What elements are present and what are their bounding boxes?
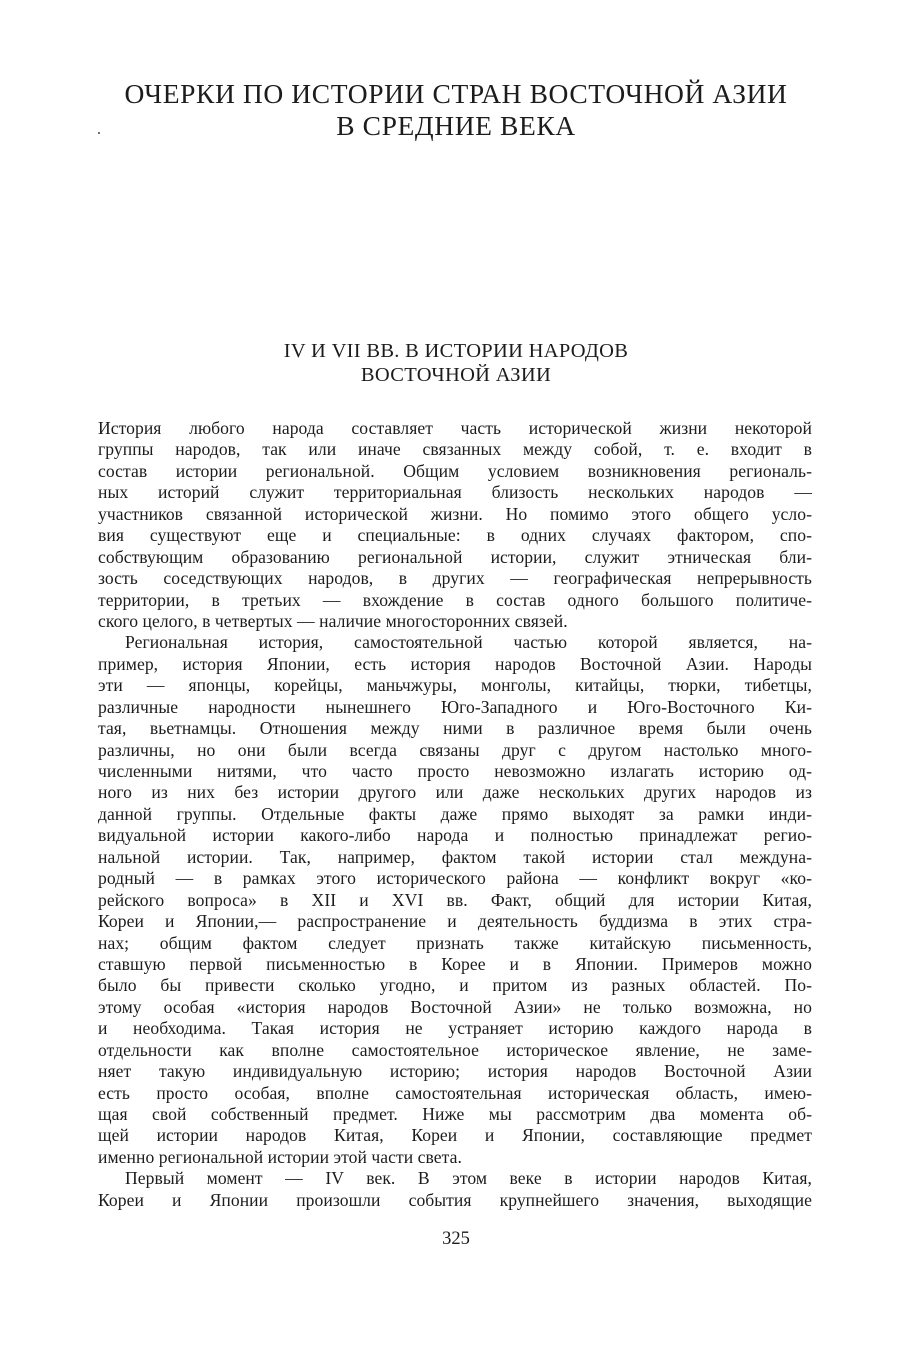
text-line: нах; общим фактом следует признать также китайскую письменность, xyxy=(98,932,812,953)
text-line: территории, в третьих — вхождение в состав одного большого политиче- xyxy=(98,589,812,610)
text-line: Кореи и Японии произошли события крупнейшего значения, выходящие xyxy=(98,1189,812,1210)
page-number: 325 xyxy=(442,1229,470,1249)
text-line: вия существуют еще и специальные: в одних случаях фактором, спо- xyxy=(98,525,812,546)
text-line: собствующим образованию региональной истории, служит этническая бли- xyxy=(98,546,812,567)
text-line: Первый момент — IV век. В этом веке в истории народов Китая, xyxy=(125,1168,812,1189)
text-line: ского целого, в четвертых — наличие многосторонних связей. xyxy=(98,610,568,631)
text-line: родный — в рамках этого исторического района — конфликт вокруг «ко- xyxy=(98,868,812,889)
book-title-line-2: В СРЕДНИЕ ВЕКА xyxy=(336,110,576,141)
print-speck xyxy=(98,132,100,134)
text-line: состав истории региональной. Общим условием возникновения региональ- xyxy=(98,460,812,481)
text-line: щая свой собственный предмет. Ниже мы рассмотрим два момента об- xyxy=(98,1104,812,1124)
text-line: различные народности нынешнего Юго-Западного и Юго-Восточного Ки- xyxy=(98,696,812,717)
text-line: группы народов, так или иначе связанных между собой, т. е. входит в xyxy=(98,439,812,460)
text-line: отдельности как вполне самостоятельное историческое явление, не заме- xyxy=(98,1039,812,1060)
text-line: именно региональной истории этой части света. xyxy=(98,1146,462,1167)
text-line: различны, но они были всегда связаны друг с другом настолько много- xyxy=(98,739,812,760)
text-line: История любого народа составляет часть исторической жизни некоторой xyxy=(98,418,812,438)
text-line: данной группы. Отдельные факты даже прямо выходят за рамки инди- xyxy=(98,803,812,824)
chapter-title-line-1: IV И VII ВВ. В ИСТОРИИ НАРОДОВ xyxy=(283,340,629,362)
text-line: тая, вьетнамцы. Отношения между ними в различное время были очень xyxy=(98,718,812,739)
body-text xyxy=(98,418,812,1211)
text-line: Кореи и Японии,— распространение и деятельность буддизма в этих стра- xyxy=(98,911,812,932)
text-line: нальной истории. Так, например, фактом такой истории стал междуна- xyxy=(98,846,812,867)
text-line: и необходима. Такая история не устраняет историю каждого народа в xyxy=(98,1018,812,1039)
chapter-title-line-2: ВОСТОЧНОЙ АЗИИ xyxy=(360,364,552,386)
text-line: было бы привести сколько угодно, и притом из разных областей. По- xyxy=(98,975,812,996)
text-line: щей истории народов Китая, Кореи и Японии, составляющие предмет xyxy=(98,1125,812,1146)
text-line: эти — японцы, корейцы, маньчжуры, монголы, китайцы, тюрки, тибетцы, xyxy=(98,675,812,696)
book-title-line-1: ОЧЕРКИ ПО ИСТОРИИ СТРАН ВОСТОЧНОЙ АЗИИ xyxy=(124,78,788,109)
text-line: Региональная история, самостоятельной частью которой является, на- xyxy=(125,632,812,653)
text-line: няет такую индивидуальную историю; история народов Восточной Азии xyxy=(98,1061,812,1082)
text-line: численными нитями, что часто просто невозможно излагать историю од- xyxy=(98,761,812,781)
text-line: ставшую первой письменностью в Корее и в Японии. Примеров можно xyxy=(98,953,812,974)
text-line: ных историй служит территориальная близость нескольких народов — xyxy=(98,482,812,503)
text-line: зость соседствующих народов, в других — географическая непрерывность xyxy=(98,568,812,589)
text-line: ного из них без истории другого или даже нескольких других народов из xyxy=(98,782,812,803)
text-line: видуальной истории какого-либо народа и полностью принадлежат регио- xyxy=(98,825,812,846)
text-line: участников связанной исторической жизни. Но помимо этого общего усло- xyxy=(98,503,812,524)
text-line: есть просто особая, вполне самостоятельная историческая область, имею- xyxy=(98,1082,812,1103)
text-line: рейского вопроса» в XII и XVI вв. Факт, общий для истории Китая, xyxy=(98,889,812,910)
text-line: этому особая «история народов Восточной Азии» не только возможна, но xyxy=(98,996,812,1017)
text-line: пример, история Японии, есть история народов Восточной Азии. Народы xyxy=(98,653,812,674)
